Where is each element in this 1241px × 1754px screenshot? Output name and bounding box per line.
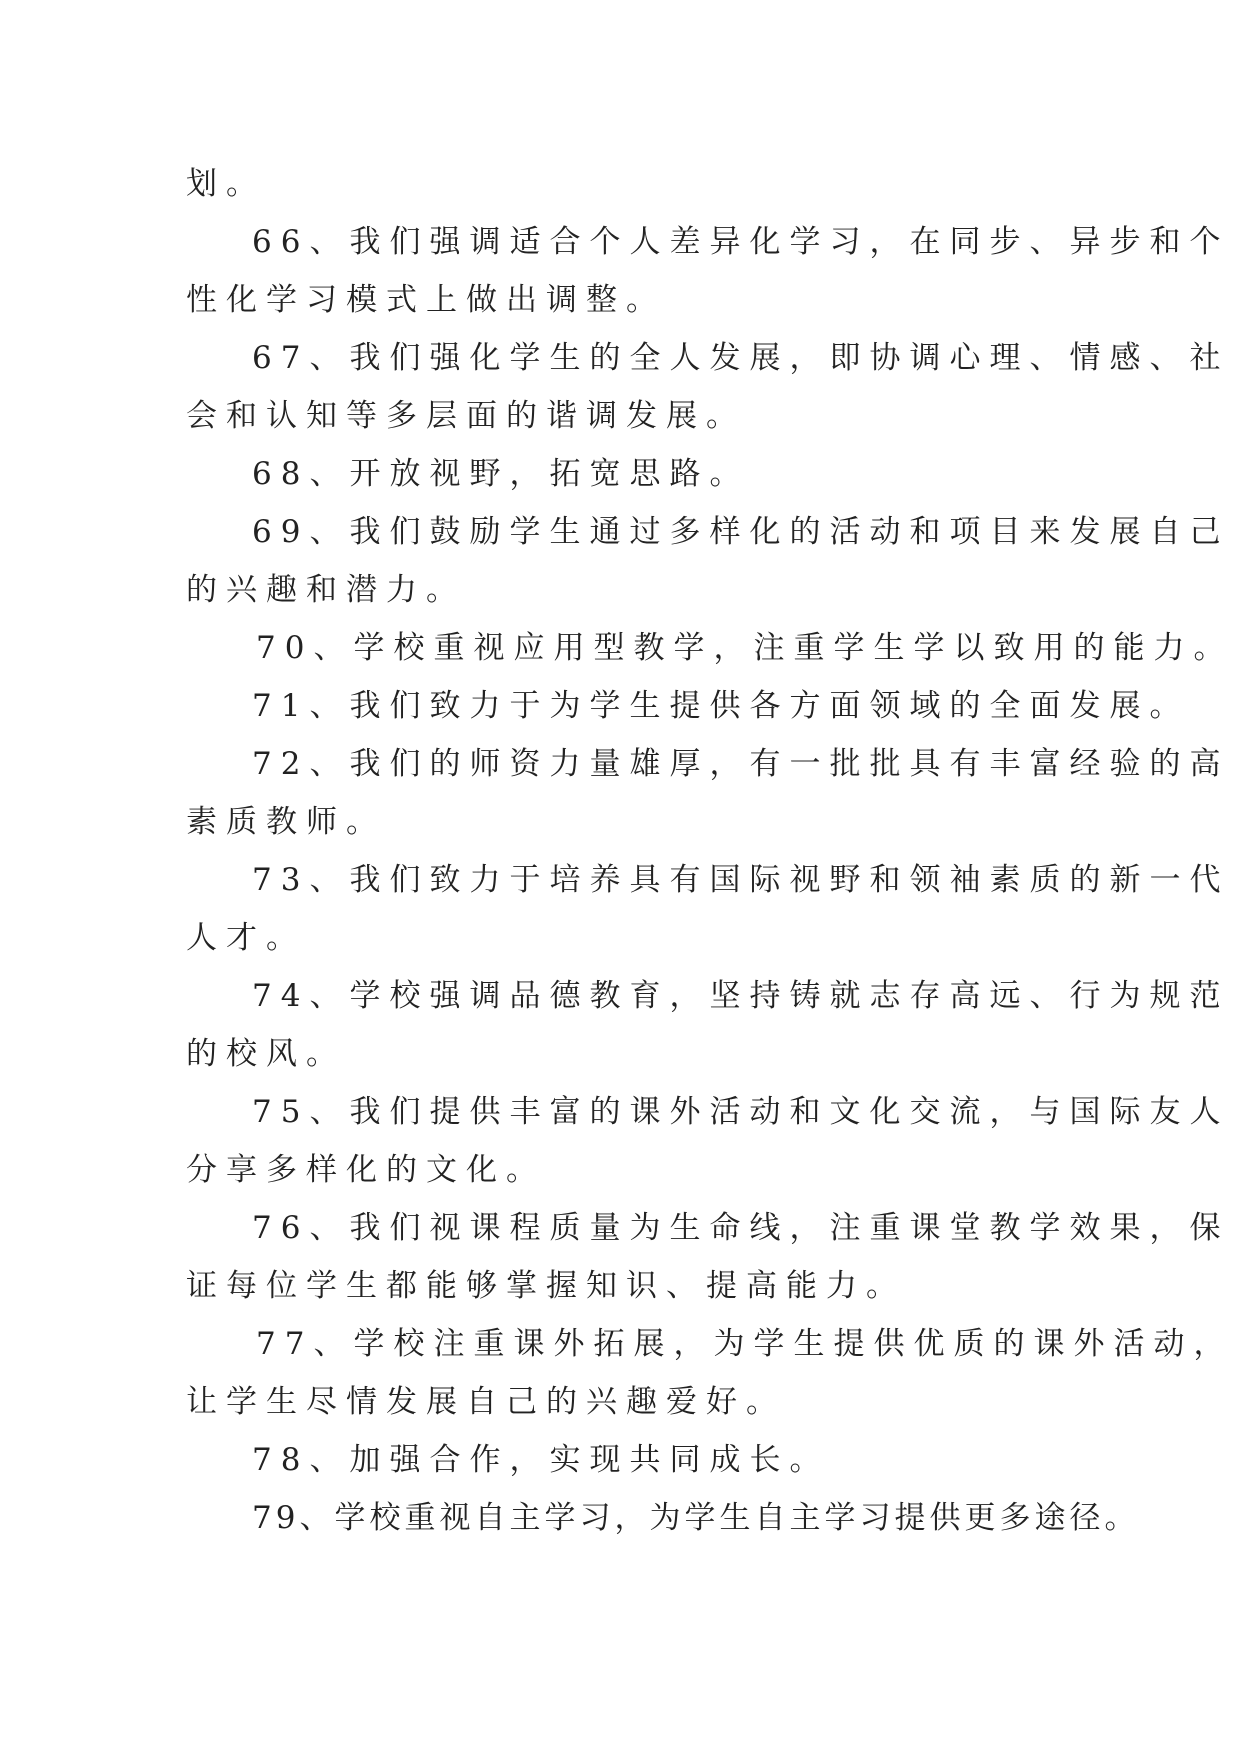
text-line: 68、开放视野，拓宽思路。 — [252, 456, 750, 492]
text-line: 素质教师。 — [186, 804, 386, 840]
text-line: 67、我们强化学生的全人发展，即协调心理、情感、社 — [252, 340, 1230, 376]
text-line: 69、我们鼓励学生通过多样化的活动和项目来发展自己 — [252, 514, 1230, 550]
text-line: 74、学校强调品德教育，坚持铸就志存高远、行为规范 — [252, 978, 1230, 1014]
text-line: 73、我们致力于培养具有国际视野和领袖素质的新一代 — [252, 862, 1230, 898]
text-line: 72、我们的师资力量雄厚，有一批批具有丰富经验的高 — [252, 746, 1230, 782]
text-line: 让学生尽情发展自己的兴趣爱好。 — [186, 1384, 786, 1420]
text-line: 66、我们强调适合个人差异化学习，在同步、异步和个 — [252, 224, 1230, 260]
text-line: 性化学习模式上做出调整。 — [186, 282, 666, 318]
text-line: 76、我们视课程质量为生命线，注重课堂教学效果，保 — [252, 1210, 1230, 1246]
text-line: 78、加强合作，实现共同成长。 — [252, 1442, 830, 1478]
text-line: 人才。 — [186, 920, 306, 956]
text-line: 的兴趣和潜力。 — [186, 572, 466, 608]
text-line: 证每位学生都能够掌握知识、提高能力。 — [186, 1268, 906, 1304]
text-line: 70、学校重视应用型教学，注重学生学以致用的能力。 — [256, 630, 1234, 666]
text-line: 71、我们致力于为学生提供各方面领域的全面发展。 — [252, 688, 1190, 724]
text-line: 77、学校注重课外拓展，为学生提供优质的课外活动， — [256, 1326, 1234, 1362]
text-line: 的校风。 — [186, 1036, 346, 1072]
text-line: 会和认知等多层面的谐调发展。 — [186, 398, 746, 434]
text-line: 划。 — [186, 166, 266, 202]
text-line: 分享多样化的文化。 — [186, 1152, 546, 1188]
text-line: 75、我们提供丰富的课外活动和文化交流，与国际友人 — [252, 1094, 1230, 1130]
text-line: 79、学校重视自主学习，为学生自主学习提供更多途径。 — [252, 1500, 1140, 1536]
